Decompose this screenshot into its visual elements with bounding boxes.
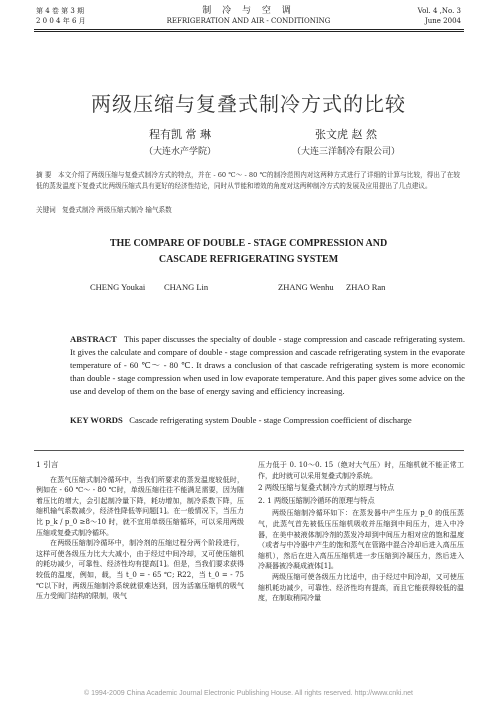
issue-date-cn: 2 0 0 4 年 6 月 [36, 17, 86, 25]
author-affiliation: （大连水产学院） [143, 147, 216, 157]
author-en: ZHAO Ran [346, 282, 386, 292]
keywords-cn-text: 复叠式制冷 两级压缩式制冷 输气系数 [62, 206, 172, 214]
section-divider [34, 450, 464, 451]
author-affiliation: （大连三洋制冷有限公司） [291, 147, 400, 157]
author-names: 张文虎 赵 然 [315, 128, 377, 141]
body-paragraph: 在两级压缩制冷循环中，制冷剂的压缩过程分两个阶段进行，这样可使各级压力比大大减小，由于经过中间冷却，又可使压缩机的耗功减少，可靠性、经济性均有提高[1]。但是，当我们要求获得较低的温度，例如，载，当 t_0 = - 65 ℃; R22，当 t_0 = - 75 ℃以下时，两级压缩制冷系统就很难达到，因为活塞压缩机的吸气压力受阀门结构的限制，吸气 [36, 539, 244, 601]
keywords-en-label: KEY WORDS [70, 415, 123, 425]
abstract-cn-text: 本文介绍了两级压缩与复叠式制冷方式的特点，并在 - 60 ℃～ - 80 ℃的制冷范围内对这两种方式进行了详细的计算与比较，得出了在较低的蒸发温度下复叠式比两级压缩式具有更好的经济性结论，同时从节能和增效的角度对这两种制冷方式的发展及应用提出了几点建议。 [36, 171, 460, 190]
abstract-en [70, 333, 465, 398]
body-paragraph: 两级压缩制冷循环如下：在蒸发器中产生压力 p_0 的低压蒸气，此蒸气首先被低压压缩机吸收并压缩到中间压力，进入中冷器，在美中被液体制冷剂的蒸发冷却到中间压力相对应的饱和温度（或者与中冷器中产生的饱和蒸气在管路中混合冷却后进入高压压缩机），然后在进入高压压缩机进一步压缩到冷凝压力，然后进入冷凝器被冷凝成液体[1]。 [258, 509, 464, 571]
header-rule [34, 29, 464, 30]
paper-title-en-line1: THE COMPARE OF DOUBLE - STAGE COMPRESSION AND [109, 238, 388, 249]
subsection-heading: 2. 1 两级压缩制冷循环的原理与特点 [258, 495, 375, 505]
section-heading: 1 引言 [36, 460, 59, 469]
volume-issue-en: Vol. 4 ,No. 3 [417, 7, 461, 15]
abstract-cn [36, 170, 460, 192]
author-group-2 [266, 126, 426, 157]
keywords-cn [36, 204, 460, 214]
abstract-en-label: ABSTRACT [70, 334, 117, 344]
issue-date-en: June 2004 [424, 17, 461, 25]
abstract-en-text: This paper discusses the specialty of double - stage compression and cascade refrigerating system. It gives the calculate and compare of double - stage compression and cascade refrigerating system in the evaporate temperature of - 60 ℃～ - 80 ℃. It draws a conclusion of that cascade refrigerating system is more economic than double - stage compression when used in low evaporate temperature. And this paper gives some advice on the use and develop of them on the base of energy saving and efficiency increasing. [70, 334, 465, 396]
author-names: 程有凯 常 琳 [149, 128, 211, 141]
author-en: CHANG Lin [164, 282, 209, 292]
journal-name-en: REFRIGERATION AND AIR - CONDITIONING [166, 17, 331, 25]
author-group-1 [110, 126, 250, 157]
author-en: ZHANG Wenhu [278, 282, 334, 292]
body-paragraph: 压力低于 0. 10～0. 15（绝对大气压）时，压缩机就不能正常工作，此时就可以采用复叠式制冷系统。 [258, 461, 464, 480]
keywords-en-text: Cascade refrigerating system Double - stage Compression coefficient of discharge [129, 415, 412, 425]
keywords-en [70, 414, 465, 427]
body-column-right [258, 460, 464, 604]
copyright-footer: © 1994-2009 China Academic Journal Electronic Publishing House. All rights reserved. http://www.cnki.net [84, 690, 413, 697]
paper-title-en [0, 236, 497, 268]
body-column-left [36, 460, 244, 602]
section-heading: 2 两级压缩与复叠式制冷方式的原理与特点 [258, 483, 395, 493]
journal-name-cn: 制 冷 与 空 调 [202, 6, 295, 16]
paper-title-cn: 两级压缩与复叠式制冷方式的比较 [91, 92, 406, 116]
paper-title-en-line2: CASCADE REFRIGERATING SYSTEM [158, 254, 339, 265]
journal-volume-en [418, 6, 461, 26]
author-en: CHENG Youkai [90, 282, 146, 292]
keywords-cn-label: 关键词 [36, 206, 56, 214]
body-paragraph: 两级压缩可使各级压力比适中，由于经过中间冷却，又可使压缩机耗功减少，可靠性、经济性均有提高，而且它能获得较低的温度，在制取稍同冷量 [258, 572, 464, 603]
body-paragraph: 在蒸气压缩式制冷循环中，当我们所要求的蒸发温度较低时，例如在 - 60 ℃～ - 80 ℃时，单级压缩往往不能满足需要，因为随着压比的增大，会引起制冷量下降，耗功增加，制冷系数下降，压缩机输气系数减少，经济性降低等问题[1]。在一般情况下，当压力比 p_k / p_0 ≥8～10 时，就不宜用单级压缩循环，可以采用两级压缩或复叠式制冷循环。 [36, 475, 244, 537]
volume-issue: 第 4 卷 第 3 期 [36, 7, 85, 15]
header-rule-thin [34, 31, 464, 32]
abstract-cn-label: 摘 要 [36, 171, 52, 179]
